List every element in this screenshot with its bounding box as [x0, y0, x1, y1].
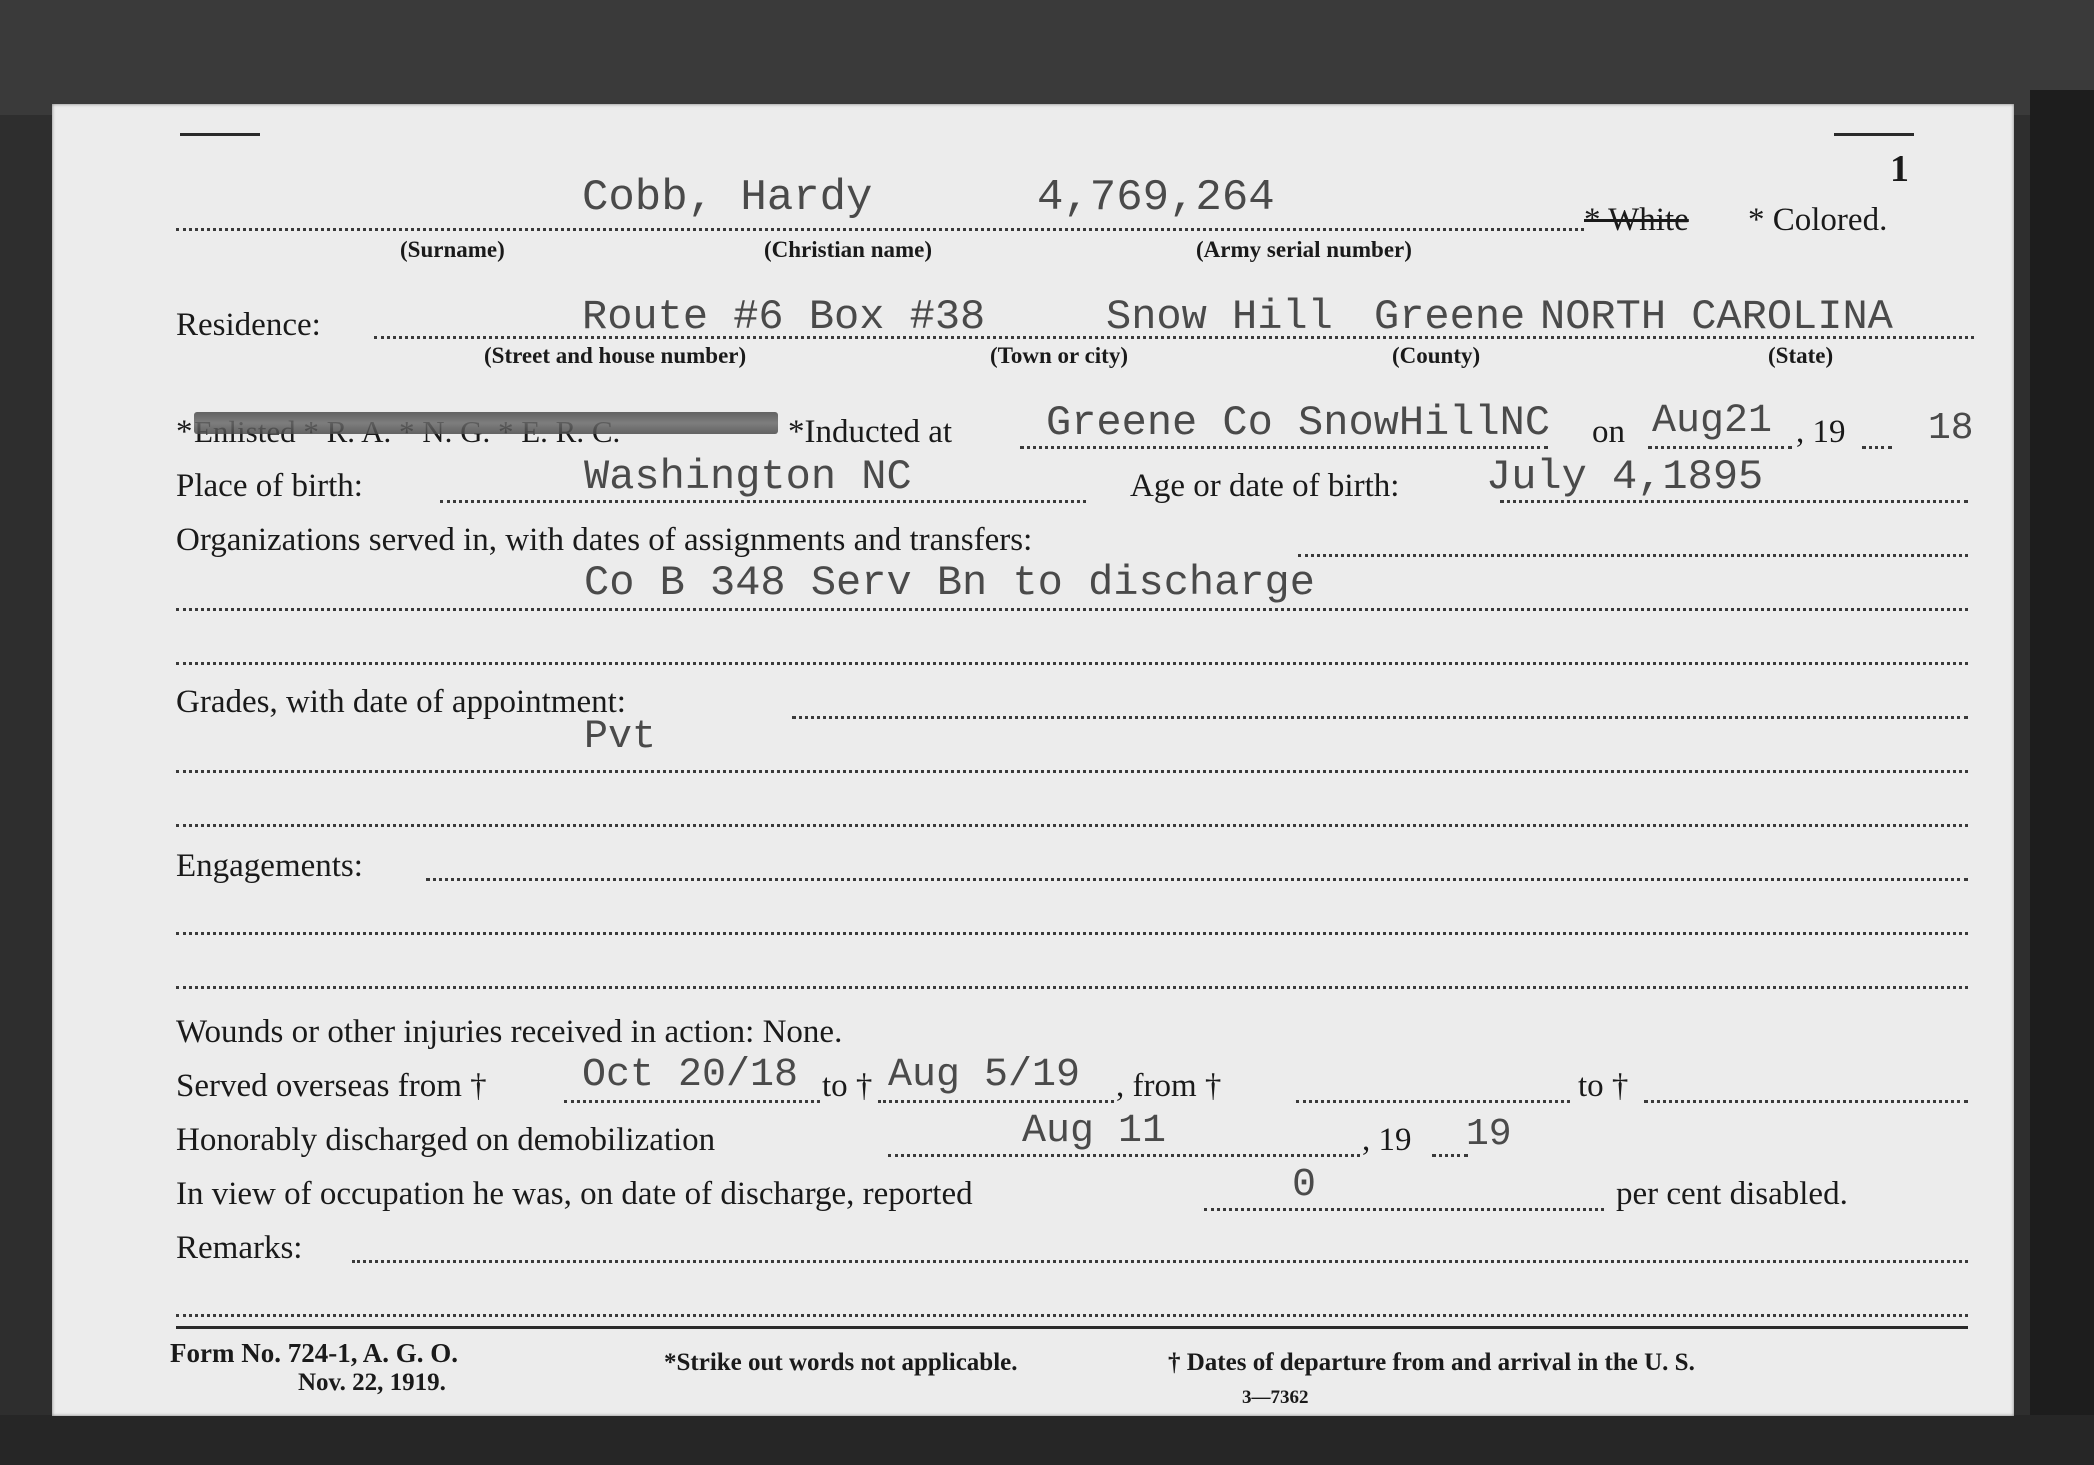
remarks-line-2 — [176, 1314, 1968, 1317]
age-label: Age or date of birth: — [1130, 468, 1400, 504]
inducted-date-line — [1648, 446, 1792, 449]
overseas-to2-line — [1644, 1100, 1968, 1103]
remarks-line-1 — [352, 1260, 1968, 1263]
caption-county: (County) — [1392, 343, 1481, 368]
organizations-line-3 — [176, 662, 1968, 665]
caption-street: (Street and house number) — [484, 343, 747, 368]
engagements-line-2 — [176, 932, 1968, 935]
disabled-value: 0 — [1292, 1163, 1317, 1208]
caption-town: (Town or city) — [990, 343, 1128, 368]
engagements-label: Engagements: — [176, 848, 363, 884]
disabled-line — [1204, 1208, 1604, 1211]
enlisted-prefix: * — [176, 414, 193, 450]
footnote-strike: *Strike out words not applicable. — [664, 1349, 1018, 1376]
discharge-year: 19 — [1466, 1113, 1512, 1156]
engagements-line-1 — [426, 878, 1968, 881]
inducted-value: Greene Co SnowHillNC — [1046, 399, 1551, 447]
overseas-to-label: to † — [822, 1068, 873, 1104]
caption-state: (State) — [1768, 343, 1834, 368]
on-label: on — [1592, 414, 1625, 450]
overseas-to: Aug 5/19 — [888, 1053, 1081, 1098]
name-line — [176, 228, 1584, 231]
grades-line-1 — [792, 716, 1968, 719]
race-colored: * Colored. — [1748, 202, 1888, 238]
age-value: July 4,1895 — [1486, 453, 1764, 501]
top-left-rule — [180, 133, 260, 136]
name-value: Cobb, Hardy — [582, 173, 873, 223]
birth-place-value: Washington NC — [584, 453, 912, 501]
discharge-label: Honorably discharged on demobilization — [176, 1122, 716, 1158]
overseas-from-line — [564, 1100, 820, 1103]
caption-surname: (Surname) — [400, 237, 505, 262]
grades-value: Pvt — [584, 715, 657, 760]
form-date: Nov. 22, 1919. — [298, 1369, 446, 1396]
disabled-suffix: per cent disabled. — [1616, 1176, 1848, 1212]
grades-line-3 — [176, 824, 1968, 827]
caption-christian-name: (Christian name) — [764, 237, 933, 262]
background-right — [2030, 90, 2094, 1430]
discharge-year-line — [1432, 1154, 1468, 1157]
caption-serial: (Army serial number) — [1196, 237, 1412, 262]
footer-rule — [176, 1326, 1968, 1329]
page-number: 1 — [1890, 148, 1909, 190]
background-top — [0, 0, 2094, 115]
residence-line — [374, 336, 1974, 339]
discharge-year-prefix: , 19 — [1362, 1122, 1412, 1158]
overseas-from2-line — [1296, 1100, 1570, 1103]
overseas-from2-label: , from † — [1116, 1068, 1222, 1104]
top-right-rule — [1834, 133, 1914, 136]
overseas-label: Served overseas from † — [176, 1068, 487, 1104]
enlisted-strikeout — [194, 412, 778, 434]
organizations-line-2 — [176, 608, 1968, 611]
birth-place-label: Place of birth: — [176, 468, 363, 504]
service-record-card — [52, 104, 2014, 1416]
discharge-date: Aug 11 — [1022, 1109, 1167, 1154]
form-number: Form No. 724-1, A. G. O. — [170, 1338, 458, 1368]
background-bottom — [0, 1415, 2094, 1465]
overseas-from: Oct 20/18 — [582, 1053, 799, 1098]
inducted-line — [1020, 446, 1548, 449]
discharge-date-line — [888, 1154, 1360, 1157]
residence-town: Snow Hill — [1106, 293, 1333, 341]
organizations-value: Co B 348 Serv Bn to discharge — [584, 559, 1315, 607]
overseas-to-line — [878, 1100, 1114, 1103]
print-code: 3—7362 — [1242, 1387, 1309, 1408]
inducted-label: *Inducted at — [788, 414, 953, 450]
organizations-label: Organizations served in, with dates of assignments and transfers: — [176, 522, 1033, 558]
age-line — [1500, 500, 1968, 503]
birth-place-line — [440, 500, 1086, 503]
inducted-year-prefix: , 19 — [1796, 414, 1846, 450]
inducted-date: Aug21 — [1652, 399, 1773, 444]
inducted-year: 18 — [1928, 407, 1974, 450]
residence-state: NORTH CAROLINA — [1540, 293, 1893, 341]
remarks-label: Remarks: — [176, 1230, 303, 1266]
residence-street: Route #6 Box #38 — [582, 293, 986, 341]
occupation-label: In view of occupation he was, on date of discharge, reported — [176, 1176, 973, 1212]
engagements-line-3 — [176, 986, 1968, 989]
serial-value: 4,769,264 — [1037, 173, 1275, 223]
inducted-year-line — [1862, 446, 1892, 449]
grades-label: Grades, with date of appointment: — [176, 684, 626, 720]
residence-county: Greene — [1374, 293, 1526, 341]
organizations-line-1 — [1298, 554, 1968, 557]
wounds-label: Wounds or other injuries received in action: None. — [176, 1014, 843, 1050]
footnote-dates: † Dates of departure from and arrival in the U. S. — [1168, 1349, 1695, 1376]
overseas-to2-label: to † — [1578, 1068, 1629, 1104]
residence-label: Residence: — [176, 307, 321, 343]
grades-line-2 — [176, 770, 1968, 773]
race-white: * White — [1584, 202, 1689, 238]
